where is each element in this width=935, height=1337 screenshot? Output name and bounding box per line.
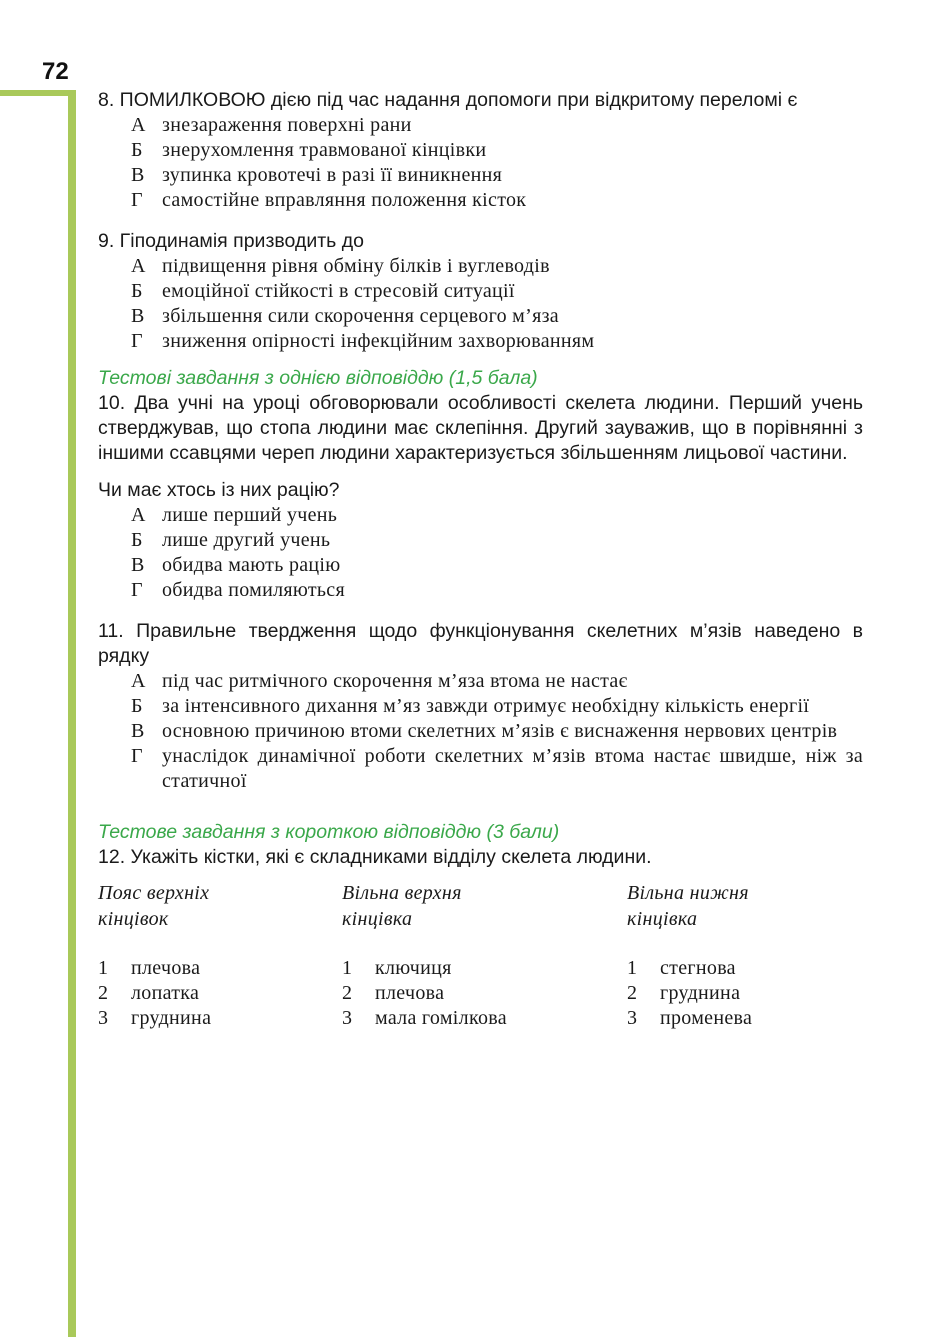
item-number: 2 xyxy=(342,982,353,1004)
item-number: 3 xyxy=(342,1007,353,1029)
option xyxy=(131,744,863,794)
option-letter: Г xyxy=(131,189,143,211)
column-free-lower-limb xyxy=(627,880,752,1031)
option-text: лише перший учень xyxy=(162,504,338,526)
option-letter: В xyxy=(131,554,145,576)
option xyxy=(131,578,863,603)
list-item xyxy=(342,981,507,1006)
option xyxy=(131,329,863,354)
list-item xyxy=(98,981,211,1006)
option xyxy=(131,304,863,329)
option xyxy=(131,528,863,553)
list-item xyxy=(627,956,752,981)
column-heading: кінцівка xyxy=(627,908,698,930)
option-text: за інтенсивного дихання м’яз завжди отримує необхідну кількість енергії xyxy=(162,695,810,717)
section-heading-single-answer: Тестові завдання з однією відповіддю (1,5 бала) xyxy=(98,367,538,389)
item-text: плечова xyxy=(375,982,445,1004)
option xyxy=(131,138,863,163)
option-text: збільшення сили скорочення серцевого м’яза xyxy=(162,305,559,327)
item-text: груднина xyxy=(131,1007,212,1029)
column-shoulder-girdle xyxy=(98,880,211,1031)
option-text: зниження опірності інфекційним захворюванням xyxy=(162,330,595,352)
column-free-upper-limb xyxy=(342,880,507,1031)
item-number: 2 xyxy=(627,982,638,1004)
option-letter: Г xyxy=(131,745,143,767)
list-item xyxy=(342,956,507,981)
question-10-options xyxy=(131,503,863,603)
question-8-stem: 8. ПОМИЛКОВОЮ дією під час надання допомоги при відкритому переломі є xyxy=(98,89,798,111)
list-item xyxy=(98,1006,211,1031)
option xyxy=(131,669,863,694)
option-text: обидва мають рацію xyxy=(162,554,341,576)
question-11-options xyxy=(131,669,863,794)
page-content xyxy=(98,88,863,1040)
column-heading: Пояс верхніх xyxy=(98,882,210,904)
question-9-options xyxy=(131,254,863,354)
option xyxy=(131,254,863,279)
item-text: лопатка xyxy=(131,982,200,1004)
question-9-stem: 9. Гіподинамія призводить до xyxy=(98,230,364,252)
option-text: знезараження поверхні рани xyxy=(162,114,412,136)
option-letter: В xyxy=(131,305,145,327)
option-text: під час ритмічного скорочення м’яза втома не настає xyxy=(162,670,628,692)
accent-bar-top xyxy=(0,90,76,96)
option-letter: Б xyxy=(131,139,143,161)
column-heading: Вільна нижня xyxy=(627,882,749,904)
item-text: груднина xyxy=(660,982,741,1004)
option xyxy=(131,503,863,528)
accent-bar-left xyxy=(68,90,76,1337)
option-letter: В xyxy=(131,164,145,186)
question-10-stem: 10. Два учні на уроці обговорювали особливості скелета людини. Перший учень стверджував, що стопа людини має склепіння. Другий зауважив, що в порівнянні з іншими ссавцями череп людини характеризується збільшенням лицьової частини. xyxy=(98,392,863,464)
section-heading-short-answer: Тестове завдання з короткою відповіддю (3 бали) xyxy=(98,821,560,843)
option-letter: А xyxy=(131,114,146,136)
page-number: 72 xyxy=(42,58,69,85)
option xyxy=(131,719,863,744)
item-number: 3 xyxy=(627,1007,638,1029)
question-8-options xyxy=(131,113,863,213)
option-letter: Г xyxy=(131,330,143,352)
option-letter: А xyxy=(131,670,146,692)
option-text: основною причиною втоми скелетних м’язів є виснаження нервових центрів xyxy=(162,720,838,742)
column-heading: кінцівок xyxy=(98,908,169,930)
option xyxy=(131,553,863,578)
list-item xyxy=(627,981,752,1006)
option-text: емоційної стійкості в стресовій ситуації xyxy=(162,280,515,302)
option-letter: Б xyxy=(131,529,143,551)
option xyxy=(131,113,863,138)
list-item xyxy=(627,1006,752,1031)
option-letter: Б xyxy=(131,280,143,302)
item-text: стегнова xyxy=(660,957,736,979)
option-text: обидва помиляються xyxy=(162,579,345,601)
column-heading: кінцівка xyxy=(342,908,413,930)
column-heading: Вільна верхня xyxy=(342,882,462,904)
option xyxy=(131,163,863,188)
item-number: 2 xyxy=(98,982,109,1004)
bone-columns xyxy=(98,880,863,1040)
item-text: променева xyxy=(660,1007,753,1029)
question-12-stem: 12. Укажіть кістки, які є складниками відділу скелета людини. xyxy=(98,846,652,868)
option-letter: Г xyxy=(131,579,143,601)
question-11-stem: 11. Правильне твердження щодо функціонування скелетних м’язів наведено в рядку xyxy=(98,620,863,667)
list-item xyxy=(342,1006,507,1031)
item-number: 1 xyxy=(627,957,638,979)
option-letter: А xyxy=(131,255,146,277)
option-text: лише другий учень xyxy=(162,529,331,551)
option-text: знерухомлення травмованої кінцівки xyxy=(162,139,487,161)
option-letter: Б xyxy=(131,695,143,717)
item-number: 3 xyxy=(98,1007,109,1029)
option-text: унаслідок динамічної роботи скелетних м’язів втома настає швидше, ніж за статичної xyxy=(162,745,863,792)
item-text: мала гомілкова xyxy=(375,1007,507,1029)
item-text: ключиця xyxy=(375,957,452,979)
option-letter: В xyxy=(131,720,145,742)
item-text: плечова xyxy=(131,957,201,979)
item-number: 1 xyxy=(98,957,109,979)
option xyxy=(131,188,863,213)
list-item xyxy=(98,956,211,981)
option-letter: А xyxy=(131,504,146,526)
option-text: самостійне вправляння положення кісток xyxy=(162,189,527,211)
option-text: зупинка кровотечі в разі її виникнення xyxy=(162,164,503,186)
question-10-subquestion: Чи має хтось із них рацію? xyxy=(98,479,340,501)
item-number: 1 xyxy=(342,957,353,979)
option xyxy=(131,694,863,719)
option xyxy=(131,279,863,304)
option-text: підвищення рівня обміну білків і вуглеводів xyxy=(162,255,550,277)
